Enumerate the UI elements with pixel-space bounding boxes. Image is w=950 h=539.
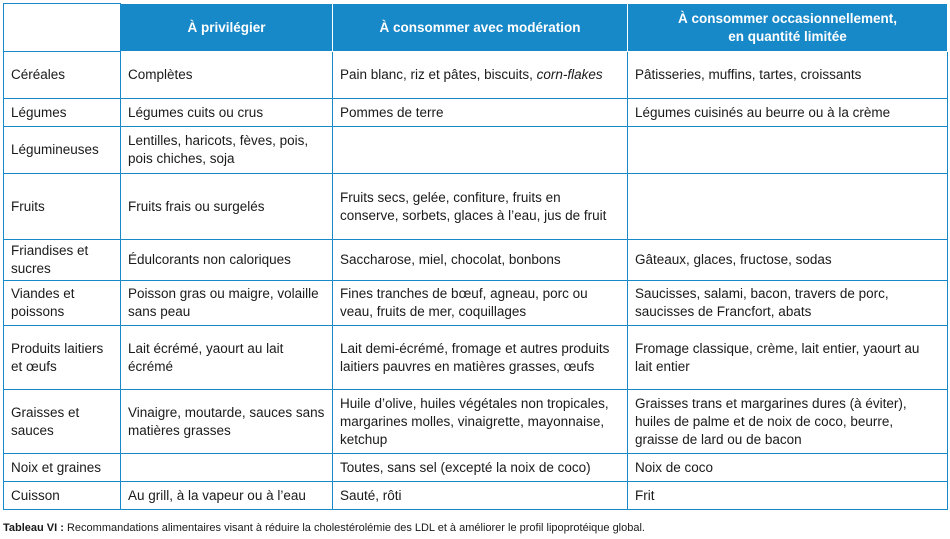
cell-moderation: Fruits secs, gelée, confiture, fruits en conserve, sorbets, glaces à l’eau, jus de fruit [333,174,628,240]
row-category: Cuisson [4,482,121,510]
cell-moderation: Fines tranches de bœuf, agneau, porc ou veau, fruits de mer, coquillages [333,281,628,326]
row-category: Noix et graines [4,454,121,482]
cell-occasionnel: Fromage classique, crème, lait entier, yaourt au lait entier [628,326,948,390]
cell-privilegier: Complètes [121,52,333,99]
dietary-recommendations-table-container [3,3,947,510]
table-row [4,281,948,326]
table-caption [3,521,645,535]
table-row [4,240,948,281]
caption-text: Recommandations alimentaires visant à réduire la cholestérolémie des LDL et à améliorer le profil lipoprotéique global. [63,522,645,534]
header-privilegier: À privilégier [121,4,333,52]
table-row [4,52,948,99]
row-category: Fruits [4,174,121,240]
table-row [4,326,948,390]
header-corner-cell [4,4,121,52]
cell-moderation: Sauté, rôti [333,482,628,510]
cell-occasionnel: Saucisses, salami, bacon, travers de porc, saucisses de Francfort, abats [628,281,948,326]
cell-moderation-italic-text: corn-flakes [536,67,603,82]
cell-occasionnel: Légumes cuisinés au beurre ou à la crème [628,99,948,127]
cell-occasionnel [628,174,948,240]
caption-label: Tableau VI : [3,522,64,534]
table-row [4,174,948,240]
cell-occasionnel: Graisses trans et margarines dures (à éviter), huiles de palme et de noix de coco, beurre, graisse de lard ou de bacon [628,390,948,454]
row-category: Graisses et sauces [4,390,121,454]
cell-privilegier: Fruits frais ou surgelés [121,174,333,240]
table-header-row [4,4,948,52]
cell-privilegier: Vinaigre, moutarde, sauces sans matières grasses [121,390,333,454]
cell-privilegier [121,454,333,482]
table-row [4,482,948,510]
cell-occasionnel: Frit [628,482,948,510]
row-category: Céréales [4,52,121,99]
cell-privilegier: Légumes cuits ou crus [121,99,333,127]
cell-occasionnel: Gâteaux, glaces, fructose, sodas [628,240,948,281]
header-moderation: À consommer avec modération [333,4,628,52]
cell-occasionnel [628,127,948,174]
row-category: Légumes [4,99,121,127]
cell-moderation: Toutes, sans sel (excepté la noix de coco) [333,454,628,482]
header-occasionnel-line1: À consommer occasionnellement, [677,10,898,26]
table-row [4,127,948,174]
cell-moderation-text: Pain blanc, riz et pâtes, biscuits, [340,67,537,82]
cell-moderation: Saccharose, miel, chocolat, bonbons [333,240,628,281]
dietary-recommendations-table [3,3,948,510]
cell-privilegier: Poisson gras ou maigre, volaille sans peau [121,281,333,326]
cell-moderation: Huile d’olive, huiles végétales non tropicales, margarines molles, vinaigrette, mayonnaise, ketchup [333,390,628,454]
header-occasionnel-line2: en quantité limitée [728,28,847,44]
table-row [4,390,948,454]
cell-privilegier: Édulcorants non caloriques [121,240,333,281]
header-occasionnel [628,4,948,52]
cell-privilegier: Lentilles, haricots, fèves, pois, pois chiches, soja [121,127,333,174]
row-category: Légumineuses [4,127,121,174]
cell-moderation [333,52,628,99]
table-row [4,454,948,482]
cell-moderation: Lait demi-écrémé, fromage et autres produits laitiers pauvres en matières grasses, œufs [333,326,628,390]
cell-privilegier: Lait écrémé, yaourt au lait écrémé [121,326,333,390]
cell-privilegier: Au grill, à la vapeur ou à l’eau [121,482,333,510]
row-category: Friandises et sucres [4,240,121,281]
row-category: Produits laitiers et œufs [4,326,121,390]
row-category: Viandes et poissons [4,281,121,326]
cell-moderation [333,127,628,174]
table-row [4,99,948,127]
cell-moderation: Pommes de terre [333,99,628,127]
cell-occasionnel: Noix de coco [628,454,948,482]
cell-occasionnel: Pâtisseries, muffins, tartes, croissants [628,52,948,99]
